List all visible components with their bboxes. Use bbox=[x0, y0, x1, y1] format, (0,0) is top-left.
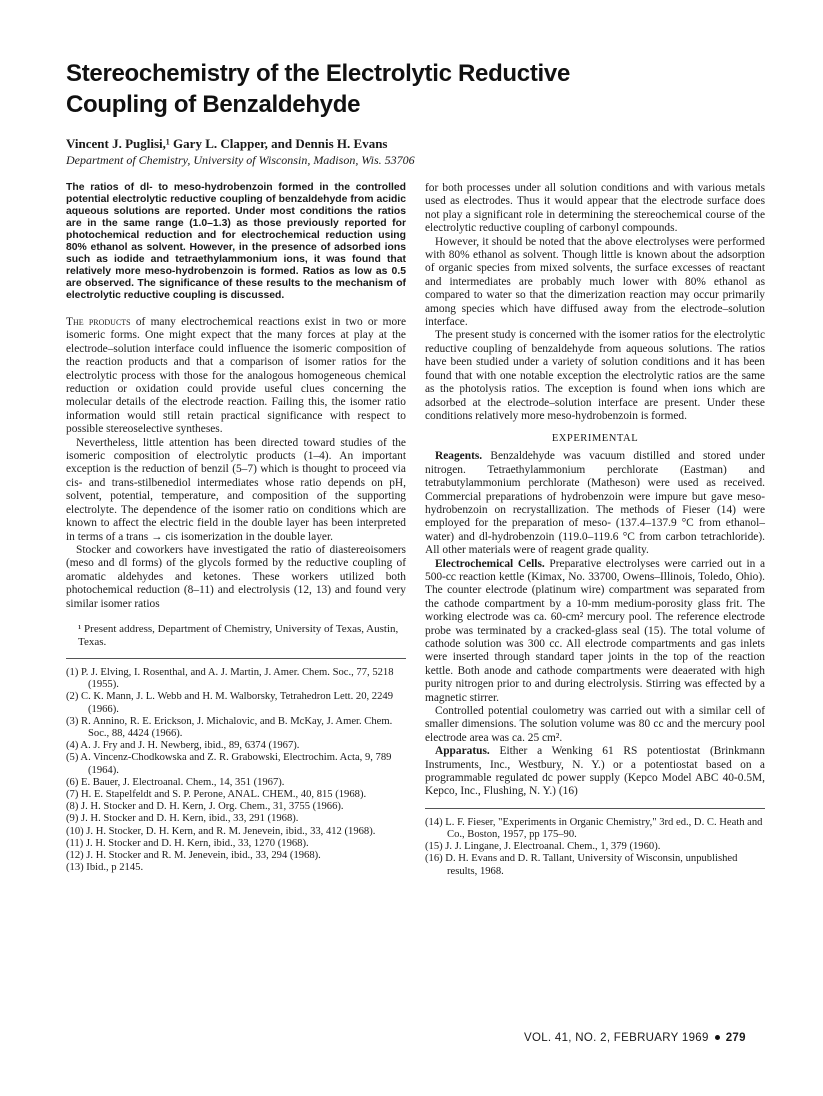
reference-item: (1) P. J. Elving, I. Rosenthal, and A. J. Martin, J. Amer. Chem. Soc., 77, 5218 (1955). bbox=[66, 666, 394, 691]
experimental-reagents bbox=[425, 450, 765, 557]
reference-item: (10) J. H. Stocker, D. H. Kern, and R. M. Jenevein, ibid., 33, 412 (1968). bbox=[66, 825, 376, 837]
page-number: 279 bbox=[725, 1032, 746, 1044]
reference-item: (16) D. H. Evans and D. R. Tallant, University of Wisconsin, unpublished results, 1968. bbox=[425, 853, 738, 877]
title-line-1: Stereochemistry of the Electrolytic Reductive bbox=[66, 60, 571, 87]
experimental-coulometry: Controlled potential coulometry was carried out with a similar cell of smaller dimensions. The solution volume was 80 cc and the mercury pool electrode area was ca. 25 cm². bbox=[425, 705, 765, 744]
affiliation: Department of Chemistry, University of Wisconsin, Madison, Wis. 53706 bbox=[66, 153, 415, 167]
right-column bbox=[425, 182, 765, 878]
reference-item: (14) L. F. Fieser, "Experiments in Organic Chemistry," 3rd ed., D. C. Heath and Co., Boston, 1957, pp 175–90. bbox=[425, 816, 763, 841]
article-title bbox=[66, 58, 766, 120]
lead-in-small-caps: The products bbox=[66, 316, 131, 328]
intro-paragraph-3: Stocker and coworkers have investigated the ratio of diastereoisomers (meso and dl forms) of the glycols formed by the reductive coupling of aromatic aldehydes and ketones. These workers utilized both photochemical reduction (8–11) and electrolysis (12, 13) and found very similar isomer ratios bbox=[66, 543, 406, 610]
section-heading-experimental: EXPERIMENTAL bbox=[551, 433, 639, 445]
reference-item: (5) A. Vincenz-Chodkowska and Z. R. Grabowski, Electrochim. Acta, 9, 789 (1964). bbox=[66, 752, 392, 776]
reference-item: (12) J. H. Stocker and R. M. Jenevein, ibid., 33, 294 (1968). bbox=[66, 849, 321, 861]
intro-paragraph-6: The present study is concerned with the isomer ratios for the electrolytic reductive coupling of benzaldehyde from aqueous solutions. The ratios have been studied under a variety of solution conditions and it has been found that with one notable exception the electrolytic ratios are the same as the photolysis ratios. The exception is found when ions which are adsorbed at the electrode–solution interface are present. Under these conditions relatively more meso-hydrobenzoin is formed. bbox=[425, 329, 765, 422]
intro-continued-paragraph: for both processes under all solution conditions and with various metals used as electrodes. Thus it would appear that the electrode surface does not play a significant role in determining the stereochemical course of the electrolytic reductive coupling of carbonyl compounds. bbox=[425, 182, 765, 235]
paragraph-text: Benzaldehyde was vacuum distilled and stored under nitrogen. Tetraethylammonium perchlorate (Eastman) and tetrabutylammonium perchlorate (Matheson) were used as received. Commercial preparations of hydrobenzoin were impure but gave meso-hydrobenzoin on recrystallization. The methods of Fieser (14) were employed for the preparation of meso- (137.4–137.9 °C from ethanol–water) and dl-hydrobenzoin (119.0–119.6 °C from carbon tetrachloride). All other materials were of reagent grade quality. bbox=[425, 450, 765, 557]
footnote-divider bbox=[425, 808, 765, 809]
paragraph-text: of many electrochemical reactions exist in two or more isomeric forms. One might expect that the many forces at play at the electrode–solution interface could influence the isomeric composition of the reaction products and that a comparison of isomer ratios for the electrolytic process with those for the analogous homogeneous chemical reduction or oxidation could provide useful clues concerning the molecular details of the electrode reaction. Failing this, the isomer ratio information would still retain practical significance with respect to possible stereoselective syntheses. bbox=[66, 316, 406, 436]
reference-item: (2) C. K. Mann, J. L. Webb and H. M. Walborsky, Tetrahedron Lett. 20, 2249 (1966). bbox=[66, 691, 393, 715]
reference-item: (7) H. E. Stapelfeldt and S. P. Perone, ANAL. CHEM., 40, 815 (1968). bbox=[66, 788, 367, 800]
paragraph-text: Either a Wenking 61 RS potentiostat (Brinkmann Instruments, Inc., Westbury, N. Y.) or a potentiostat based on a programmable regulated dc power supply (Kepco Model ABC 40-0.5M, Kepco, Inc., Flushing, N. Y.) (16) bbox=[425, 745, 765, 798]
page-footer bbox=[524, 1032, 746, 1044]
run-in-heading: Electrochemical Cells. bbox=[435, 557, 545, 570]
reference-item: (15) J. J. Lingane, J. Electroanal. Chem., 1, 379 (1960). bbox=[425, 841, 661, 853]
reference-item: (3) R. Annino, R. E. Erickson, J. Michalovic, and B. McKay, J. Amer. Chem. Soc., 88, 4424 (1966). bbox=[66, 715, 393, 739]
journal-issue: VOL. 41, NO. 2, FEBRUARY 1969 bbox=[524, 1032, 709, 1044]
run-in-heading: Apparatus. bbox=[435, 745, 490, 758]
intro-paragraph-2: Nevertheless, little attention has been directed toward studies of the isomeric composition of electrolytic products (1–4). An important exception is the reduction of benzil (5–7) which is thought to proceed via cis- and trans-stilbenediol intermediates whose ratio depends on pH, solvent, potential, temperature, and composition of the supporting electrolyte. The dependence of the isomer ratio on conditions which are known to affect the electric field in the double layer has been interpreted in terms of a trans → cis isomerization in the double layer. bbox=[66, 436, 406, 543]
footnote-divider bbox=[66, 658, 406, 659]
references-left bbox=[66, 667, 406, 874]
intro-paragraph-1 bbox=[66, 316, 406, 437]
reference-item: (4) A. J. Fry and J. H. Newberg, ibid., 89, 6374 (1967). bbox=[66, 740, 300, 752]
intro-paragraph-5: However, it should be noted that the above electrolyses were performed with 80% ethanol as solvent. Though little is known about the adsorption of organic species from mixed solvents, the surface excesses of reactant and intermediates are probably much lower with 80% ethanol as compared to water so that the dimerization reaction may occur primarily among species which have diffused away from the electrode–solution interface. bbox=[425, 235, 765, 329]
run-in-heading: Reagents. bbox=[435, 450, 483, 463]
experimental-cells bbox=[425, 558, 765, 705]
reference-item: (11) J. H. Stocker and D. H. Kern, ibid., 33, 1270 (1968). bbox=[66, 837, 309, 849]
abstract: The ratios of dl- to meso-hydrobenzoin formed in the controlled potential electrolytic reductive coupling of benzaldehyde from acidic aqueous solutions are reported. Under most conditions the ratios are in the same range (1.0–1.3) as those previously reported for photochemical reduction and for electrochemical reduction using 80% ethanol as solvent. However, in the presence of adsorbed ions such as iodide and tetraethylammonium ions, it was found that relatively more meso-hydrobenzoin is formed. Ratios as low as 0.5 are observed. The significance of these results to the mechanism of electrolytic reductive coupling is discussed. bbox=[66, 182, 406, 301]
reference-item: (8) J. H. Stocker and D. H. Kern, J. Org. Chem., 31, 3755 (1966). bbox=[66, 801, 344, 813]
author-footnote: ¹ Present address, Department of Chemistry, University of Texas, Austin, Texas. bbox=[78, 622, 399, 648]
reference-item: (13) Ibid., p 2145. bbox=[66, 862, 144, 874]
reference-item: (9) J. H. Stocker and D. H. Kern, ibid., 33, 291 (1968). bbox=[66, 813, 299, 825]
experimental-apparatus bbox=[425, 745, 765, 799]
references-right bbox=[425, 817, 765, 878]
bullet-icon bbox=[715, 1035, 720, 1040]
title-line-2: Coupling of Benzaldehyde bbox=[66, 91, 361, 118]
reference-item: (6) E. Bauer, J. Electroanal. Chem., 14, 351 (1967). bbox=[66, 776, 285, 788]
author-list: Vincent J. Puglisi,¹ Gary L. Clapper, and Dennis H. Evans bbox=[66, 136, 388, 151]
paragraph-text: Preparative electrolyses were carried out in a 500-cc reaction kettle (Kimax, No. 33700, Owens–Illinois, Toledo, Ohio). The counter electrode (platinum wire) compartment was separated from the cathode compartment by a 10-mm medium-porosity glass frit. The working electrode was ca. 60-cm² mercury pool. The reference electrode probe was terminated by a cracked-glass seal (15). The total volume of cathode solution was 300 cc. All electrode compartments and gas inlets were inserted through standard taper joints in the top of the reaction kettle. Both anode and cathode compartments were deaerated with high purity nitrogen prior to and during electrolysis. Stirring was effected by a magnetic stirrer. bbox=[425, 557, 765, 704]
left-column bbox=[66, 182, 406, 874]
